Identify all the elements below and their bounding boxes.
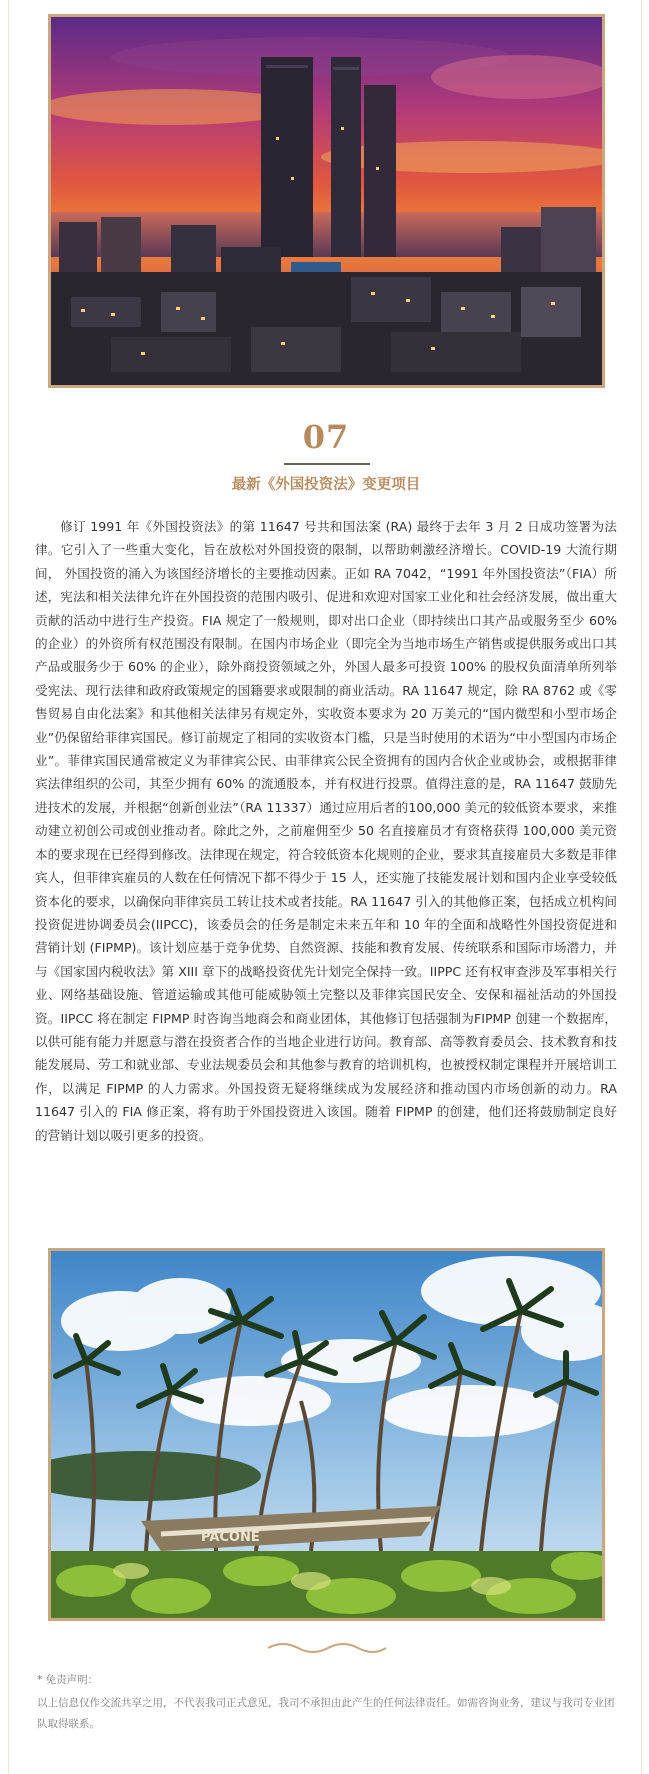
boat-name: PACONE xyxy=(201,1530,260,1545)
skyline-image xyxy=(51,17,602,385)
section-title: 最新《外国投资法》变更项目 xyxy=(231,477,421,493)
palm-trees-photo xyxy=(48,1248,605,1621)
palm-trees-image xyxy=(51,1251,602,1618)
section-divider xyxy=(284,463,370,465)
disclaimer-text: 以上信息仅作交流共享之用，不代表我司正式意见，我司不承担由此产生的任何法律责任。如需咨询业务，建议与我司专业团队取得联系。 xyxy=(37,1697,615,1730)
city-skyline-photo xyxy=(48,14,605,388)
article-body: 修订 1991 年《外国投资法》的第 11647 号共和国法案 (RA) 最终于去年 3 月 2 日成功签署为法律。它引入了一些重大变化，旨在放松对外国投资的限制，以帮助刺激经济增长。COVID-19 大流行期间， 外国投资的涌入为该国经济增长的主要推动因素。正如 RA 7042，“1991 年外国投资法”（FIA）所述，宪法和相关法律允许在外国投资的范围内吸引、促进和欢迎对国家工业化和社会经济发展，做出重大贡献的活动中进行生产投资。FIA 规定了一般规则，即对出口企业（即持续出口其产品或服务至少 60% 的企业）的外资所有权范围没有限制。在国内市场企业（即完全为当地市场生产销售或提供服务或出口其产品或服务少于 60% 的企业），除外商投资领域之外，外国人最多可投资 100% 的股权负面清单所列举受宪法、现行法律和政府政策规定的国籍要求或限制的商业活动。RA 11647 规定，除 RA 8762 或《零售贸易自由化法案》和其他相关法律另有规定外，实收资本要求为 20 万美元的“国内微型和小型市场企业”仍保留给菲律宾国民。修订前规定了相同的实收资本门槛，只是当时使用的术语为“中小型国内市场企业”。菲律宾国民通常被定义为菲律宾公民、由菲律宾公民全资拥有的国内合伙企业或协会，或根据菲律宾法律组织的公司，其至少拥有 60% 的流通股本，并有权进行投票。值得注意的是，RA 11647 鼓励先进技术的发展，并根据“创新创业法”（RA 11337）通过应用后者的100,000 美元的较低资本要求，来推动建立初创公司或创业推动者。除此之外，之前雇佣至少 50 名直接雇员才有资格获得 100,000 美元资本的要求现在已经得到修改。法律现在规定，符合较低资本化规则的企业，要求其直接雇员大多数是菲律宾人，但菲律宾雇员的人数在任何情况下都不得少于 15 人，还实施了技能发展计划和国内企业享受较低资本化的要求，以确保向菲律宾员工转让技术或者技能。RA 11647 引入的其他修正案，包括成立机构间投资促进协调委员会(IIPCC)，该委员会的任务是制定未来五年和 10 年的全面和战略性外国投资促进和营销计划 (FIPMP)。该计划应基于竞争优势、自然资源、技能和教育发展、传统联系和国际市场潜力，并与《国家国内税收法》第 XIII 章下的战略投资优先计划完全保持一致。IIPPC 还有权审查涉及军事相关行业、网络基础设施、管道运输或其他可能威胁领土完整以及菲律宾国民安全、安保和福祉活动的外国投资。IIPCC 将在制定 FIPMP 时咨询当地商会和商业团体，其他修订包括强制为FIPMP 创建一个数据库，以供可能有能力并愿意与潜在投资者合作的当地企业进行访问。教育部、高等教育委员会、技术教育和技能发展局、劳工和就业部、专业法规委员会和其他参与教育的培训机构，也被授权制定课程并开展培训工作，以满足 FIPMP 的人力需求。外国投资无疑将继续成为发展经济和推动国内市场创新的动力。RA 11647 引入的 FIA 修正案，将有助于外国投资进入该国。随着 FIPMP 的创建，他们还将鼓励制定良好的营销计划以吸引更多的投资。 xyxy=(35,519,617,1143)
article-page xyxy=(8,0,642,1774)
disclaimer-label: * 免责声明： xyxy=(37,1674,99,1686)
wave-divider xyxy=(266,1640,388,1656)
section-number: 07 xyxy=(302,418,350,456)
